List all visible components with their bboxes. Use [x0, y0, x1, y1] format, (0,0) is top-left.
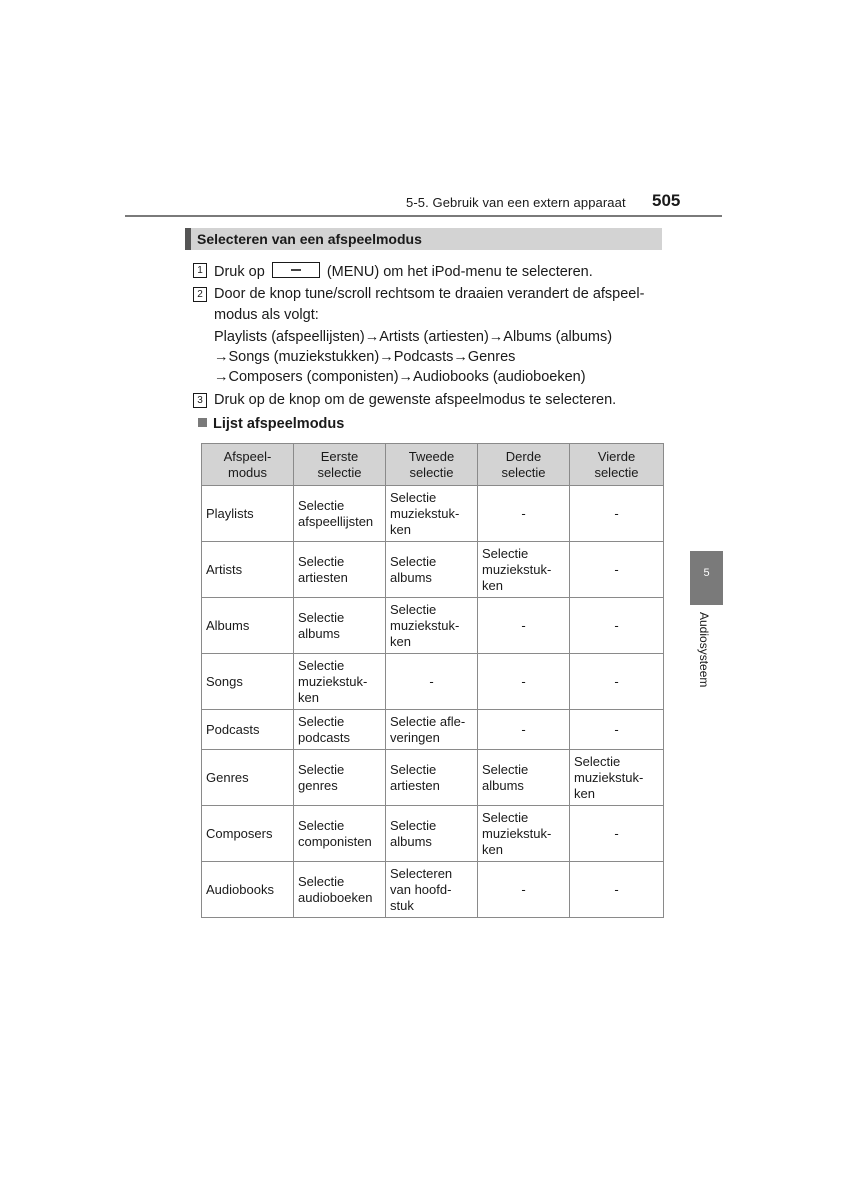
mode-sequence-line-1: Playlists (afspeellijsten)→Artists (artiesten)→Albums (albums): [214, 329, 613, 345]
cell-line: ken: [574, 785, 595, 801]
cell-line: ken: [482, 841, 503, 857]
cell-line: selectie: [501, 464, 546, 480]
table-cell: [294, 486, 386, 542]
cell-line: -: [614, 505, 619, 521]
table-cell: [294, 654, 386, 710]
table-row: [202, 862, 664, 918]
cell-line: Podcasts: [206, 721, 260, 737]
cell-line: selectie: [317, 464, 362, 480]
table-cell: [386, 750, 478, 806]
table-row: [202, 654, 664, 710]
cell-line: Selectie: [298, 713, 345, 729]
cell-line: Selectie: [390, 817, 437, 833]
cell-line: muziekstuk-: [482, 561, 552, 577]
cell-line: muziekstuk-: [298, 673, 368, 689]
table-cell: [202, 486, 294, 542]
table-cell: [570, 654, 664, 710]
cell-line: selectie: [409, 464, 454, 480]
cell-line: ken: [482, 577, 503, 593]
table-cell: [478, 710, 570, 750]
page-number: 505: [652, 191, 681, 210]
cell-line: van hoofd-: [390, 881, 452, 897]
table-cell: [386, 542, 478, 598]
step-1-before: Druk op: [214, 264, 265, 280]
column-header: [202, 444, 294, 486]
table-cell: [478, 654, 570, 710]
table-cell: [386, 806, 478, 862]
list-heading: [198, 416, 344, 432]
table-cell: [202, 806, 294, 862]
table-cell: [202, 710, 294, 750]
step-number-2: 2: [193, 287, 207, 302]
cell-line: Playlists: [206, 505, 254, 521]
cell-line: albums: [390, 833, 432, 849]
table-cell: [386, 862, 478, 918]
cell-line: selectie: [594, 464, 639, 480]
table-cell: [386, 486, 478, 542]
table-cell: [294, 598, 386, 654]
cell-line: muziekstuk-: [482, 825, 552, 841]
cell-line: ken: [390, 633, 411, 649]
table-cell: [478, 486, 570, 542]
table-cell: [570, 710, 664, 750]
chapter-number: 5: [703, 567, 710, 579]
table-cell: [570, 542, 664, 598]
cell-line: -: [521, 881, 526, 897]
cell-line: Selectie: [482, 761, 529, 777]
table-cell: [386, 654, 478, 710]
table-cell: [478, 862, 570, 918]
cell-line: Afspeel-: [223, 448, 272, 464]
step-2-line-2: modus als volgt:: [214, 307, 319, 323]
section-title-bar: [185, 228, 662, 250]
cell-line: audioboeken: [298, 889, 373, 905]
section-title: Selecteren van een afspeelmodus: [197, 231, 422, 247]
cell-line: genres: [298, 777, 338, 793]
table-cell: [202, 598, 294, 654]
cell-line: Selectie: [574, 753, 621, 769]
table-row: [202, 750, 664, 806]
cell-line: -: [614, 617, 619, 633]
step-1-after: (MENU) om het iPod-menu te selecteren.: [326, 264, 593, 280]
chapter-side-label: Audiosysteem: [697, 612, 711, 688]
table-cell: [478, 542, 570, 598]
cell-line: Selectie: [298, 657, 345, 673]
cell-line: veringen: [390, 729, 440, 745]
table-cell: [570, 750, 664, 806]
cell-line: -: [614, 881, 619, 897]
cell-line: Artists: [206, 561, 243, 577]
cell-line: muziekstuk-: [390, 617, 460, 633]
table-cell: [202, 750, 294, 806]
chapter-side-tab: [690, 551, 723, 605]
cell-line: Selectie: [390, 489, 437, 505]
cell-line: Selectie: [298, 553, 345, 569]
cell-line: ken: [390, 521, 411, 537]
table-cell: [294, 710, 386, 750]
cell-line: Selectie: [298, 873, 345, 889]
table-cell: [570, 862, 664, 918]
cell-line: -: [521, 617, 526, 633]
mode-sequence-line-2: →Songs (muziekstukken)→Podcasts→Genres: [214, 349, 516, 365]
cell-line: -: [614, 673, 619, 689]
cell-line: Selectie: [298, 817, 345, 833]
cell-line: -: [521, 721, 526, 737]
cell-line: -: [429, 673, 434, 689]
cell-line: Selectie afle-: [390, 713, 466, 729]
table-row: [202, 598, 664, 654]
table-cell: [478, 806, 570, 862]
cell-line: muziekstuk-: [390, 505, 460, 521]
step-number-1: 1: [193, 263, 207, 278]
cell-line: Selecteren: [390, 865, 453, 881]
cell-line: -: [521, 673, 526, 689]
cell-line: Genres: [206, 769, 249, 785]
table-cell: [294, 542, 386, 598]
cell-line: Selectie: [298, 497, 345, 513]
cell-line: Vierde: [597, 448, 636, 464]
table-body: [202, 486, 664, 918]
header-rule: [125, 215, 722, 217]
table-cell: [478, 598, 570, 654]
table-cell: [294, 862, 386, 918]
cell-line: afspeellijsten: [298, 513, 374, 529]
cell-line: componisten: [298, 833, 372, 849]
cell-line: modus: [227, 464, 268, 480]
table-cell: [570, 598, 664, 654]
cell-line: Derde: [505, 448, 542, 464]
table-cell: [202, 862, 294, 918]
step-number-3: 3: [193, 393, 207, 408]
table-cell: [478, 750, 570, 806]
table-header-row: [202, 444, 664, 486]
cell-line: albums: [390, 569, 432, 585]
list-heading-text: Lijst afspeelmodus: [213, 416, 345, 432]
table-cell: [570, 486, 664, 542]
playback-mode-table: [201, 443, 664, 918]
square-bullet-icon: [198, 418, 207, 427]
cell-line: Albums: [206, 617, 250, 633]
table-cell: [294, 750, 386, 806]
table-row: [202, 710, 664, 750]
cell-line: stuk: [390, 897, 414, 913]
column-header: [478, 444, 570, 486]
cell-line: artiesten: [390, 777, 440, 793]
cell-line: Audiobooks: [206, 881, 274, 897]
table-cell: [386, 710, 478, 750]
cell-line: albums: [482, 777, 524, 793]
cell-line: Selectie: [298, 609, 345, 625]
cell-line: Selectie: [298, 761, 345, 777]
table-cell: [202, 542, 294, 598]
cell-line: Selectie: [390, 601, 437, 617]
cell-line: Composers: [206, 825, 273, 841]
menu-button-icon: [272, 262, 320, 278]
mode-sequence-line-3: →Composers (componisten)→Audiobooks (audioboeken): [214, 369, 586, 385]
cell-line: -: [614, 721, 619, 737]
cell-line: Selectie: [482, 545, 529, 561]
cell-line: -: [614, 561, 619, 577]
column-header: [386, 444, 478, 486]
cell-line: albums: [298, 625, 340, 641]
cell-line: -: [521, 505, 526, 521]
cell-line: artiesten: [298, 569, 348, 585]
cell-line: muziekstuk-: [574, 769, 644, 785]
cell-line: Songs: [206, 673, 243, 689]
cell-line: Eerste: [320, 448, 359, 464]
table-cell: [202, 654, 294, 710]
table-row: [202, 542, 664, 598]
cell-line: ken: [298, 689, 319, 705]
cell-line: Selectie: [390, 761, 437, 777]
column-header: [294, 444, 386, 486]
table-row: [202, 486, 664, 542]
cell-line: Tweede: [408, 448, 455, 464]
step-3-text: Druk op de knop om de gewenste afspeelmodus te selecteren.: [214, 392, 617, 408]
step-2-line-1: Door de knop tune/scroll rechtsom te draaien verandert de afspeel-: [214, 286, 645, 302]
cell-line: -: [614, 825, 619, 841]
cell-line: Selectie: [482, 809, 529, 825]
cell-line: podcasts: [298, 729, 351, 745]
cell-line: Selectie: [390, 553, 437, 569]
step-1-text: [214, 262, 593, 280]
chapter-header: 5-5. Gebruik van een extern apparaat: [406, 195, 626, 210]
column-header: [570, 444, 664, 486]
table-row: [202, 806, 664, 862]
table-cell: [570, 806, 664, 862]
table-cell: [386, 598, 478, 654]
table-cell: [294, 806, 386, 862]
